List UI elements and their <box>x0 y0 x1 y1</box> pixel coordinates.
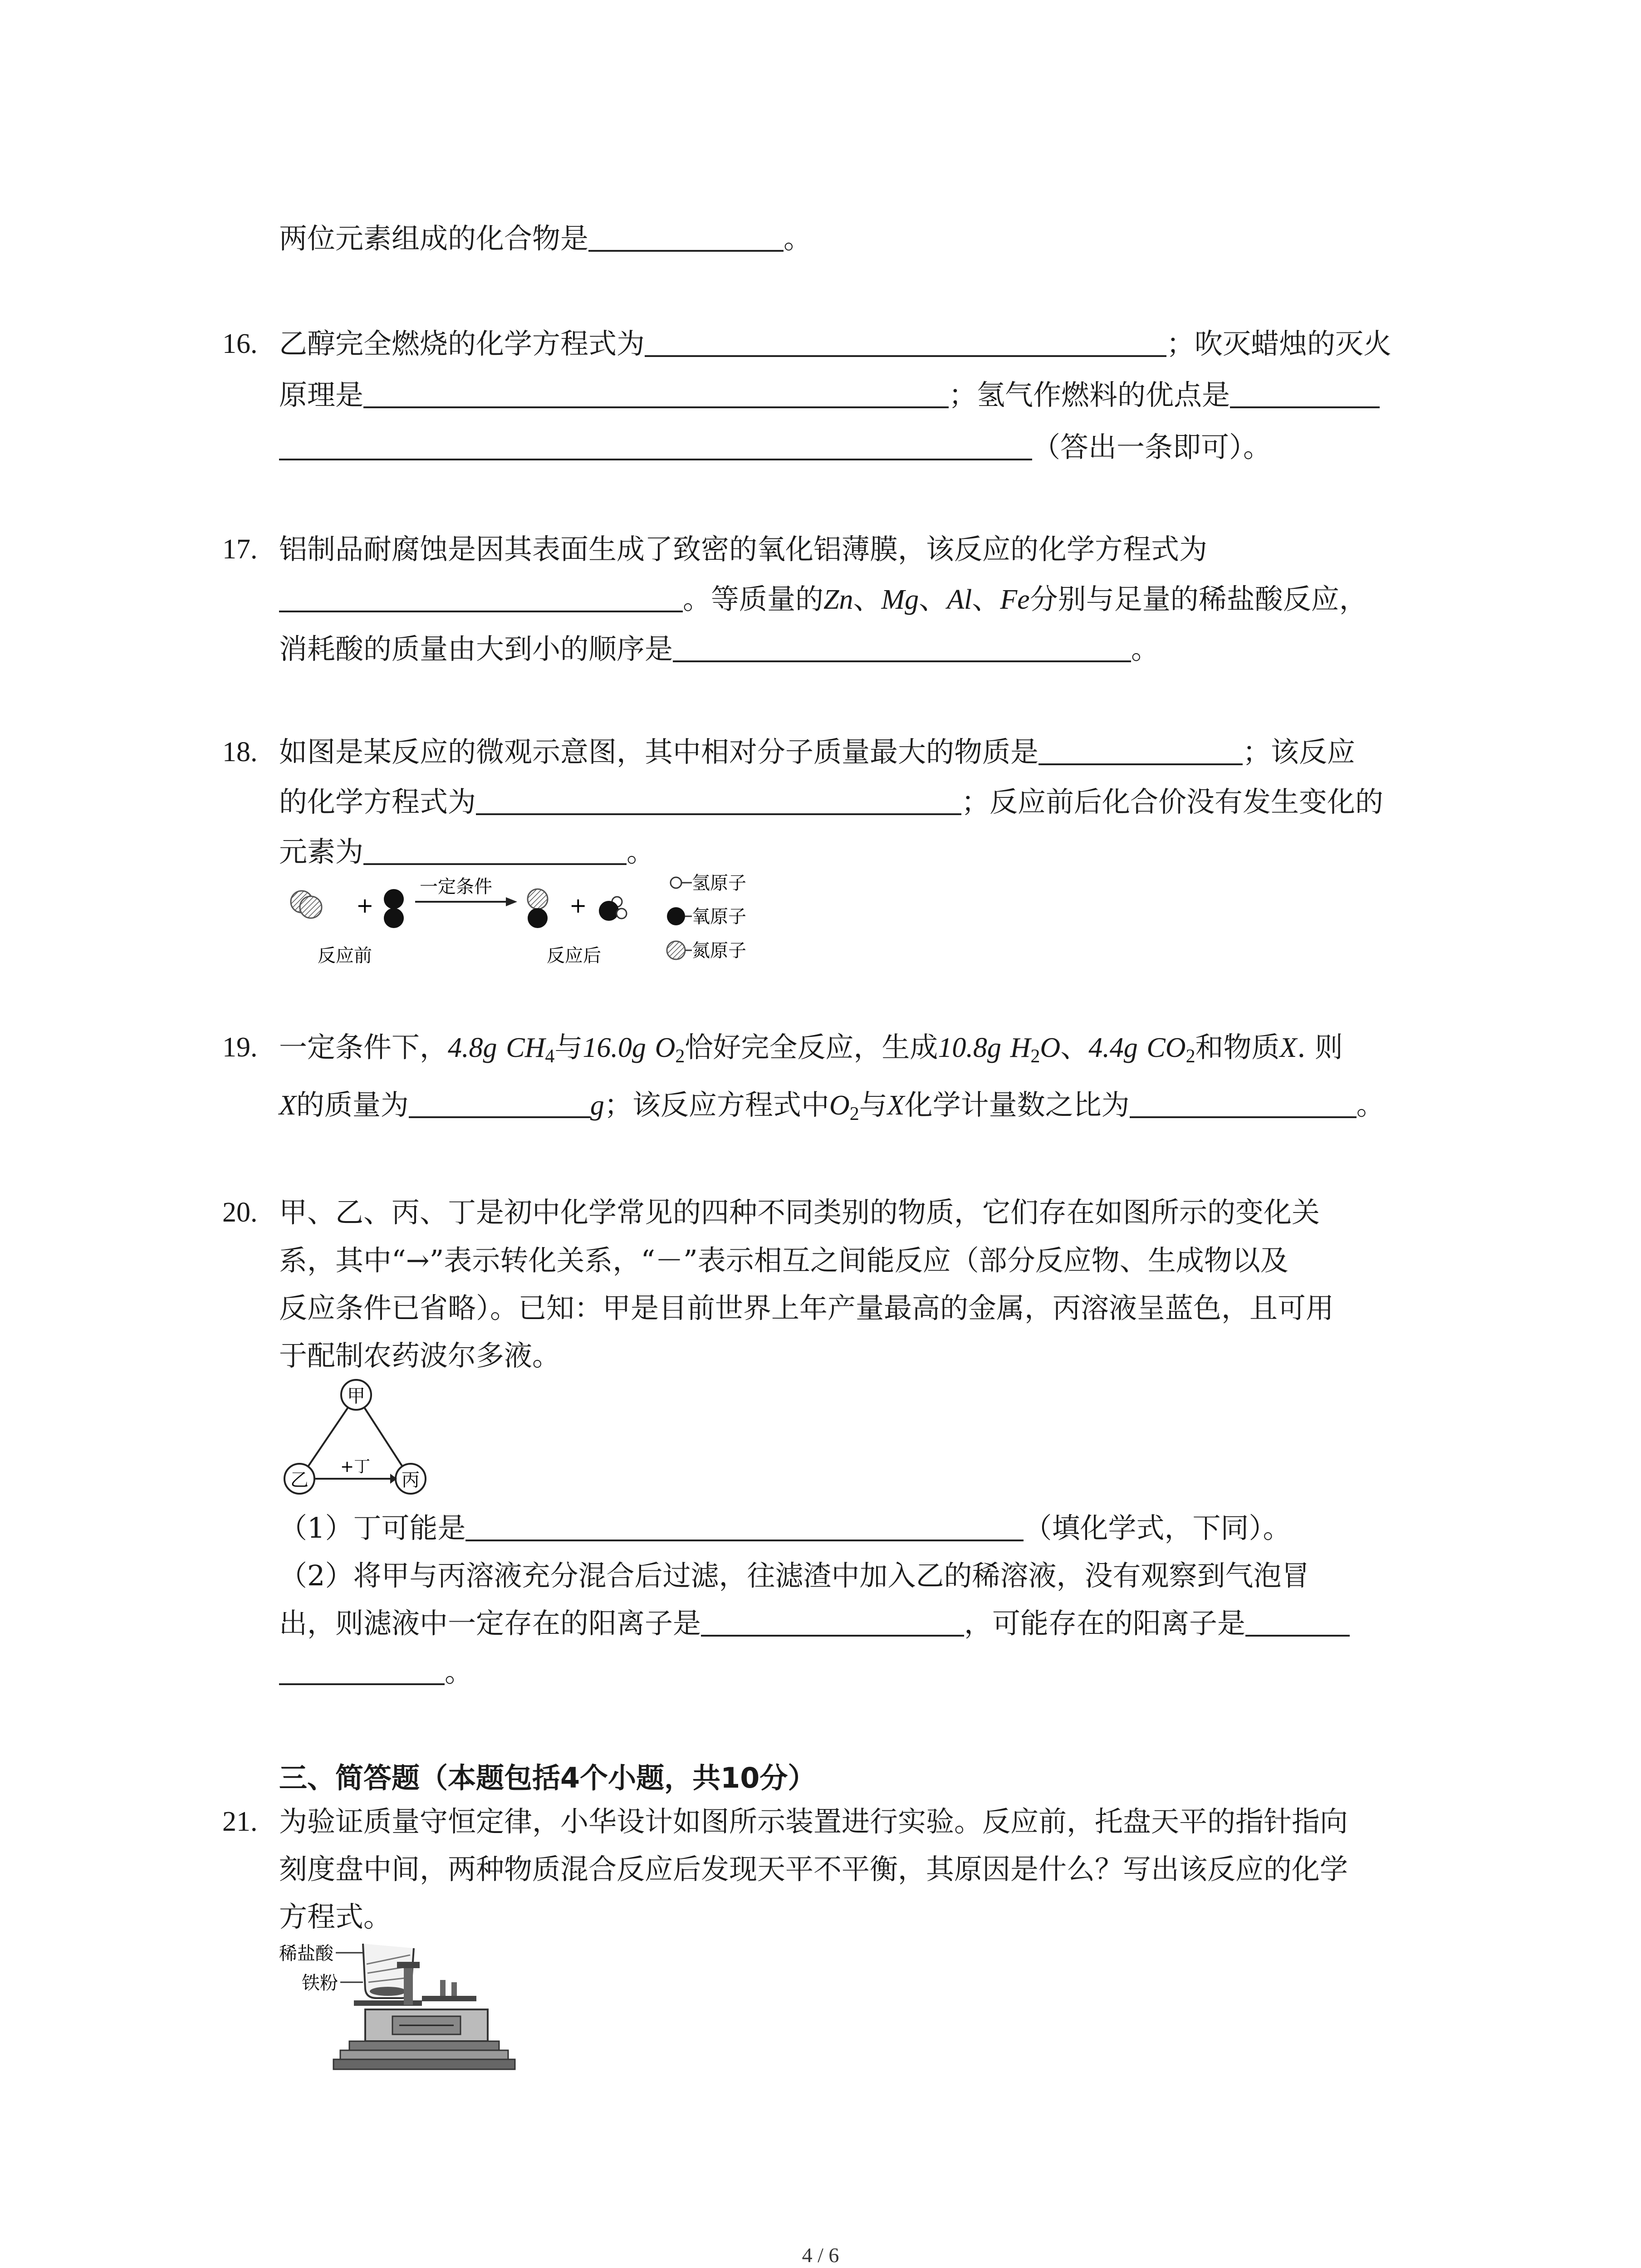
q17-sep: 、 <box>919 582 947 616</box>
q20-blank-1[interactable] <box>465 1514 1024 1541</box>
q19-x: X <box>279 1090 296 1121</box>
q20-line2: 系，其中“→”表示转化关系，“－”表示相互之间能反应（部分反应物、生成物以及 <box>279 1244 1288 1277</box>
q19-text: 一定条件下， <box>279 1031 448 1064</box>
q17-text: 消耗酸的质量由大到小的顺序是 <box>279 632 673 665</box>
q19-formula: O <box>1040 1032 1061 1063</box>
nitrogen-molecule-icon <box>291 891 322 918</box>
q19-x: X <box>1279 1032 1297 1063</box>
q18-blank-3[interactable] <box>363 838 627 865</box>
q19-mass: 4.4 <box>1088 1032 1124 1063</box>
q17-metal: Mg <box>881 584 919 615</box>
q20-line3: 反应条件已省略）。已知：甲是目前世界上年产量最高的金属，丙溶液呈蓝色，且可用 <box>279 1291 1334 1325</box>
q19-unit: g <box>590 1090 604 1121</box>
q18-text: ；该反应 <box>1243 735 1356 768</box>
q20-blank-3a[interactable] <box>1245 1609 1350 1637</box>
q18-blank-2[interactable] <box>476 788 961 815</box>
q17-text: 。 <box>1131 632 1160 665</box>
reaction-condition: 一定条件 <box>420 876 492 897</box>
legend-oxygen: 氧原子 <box>692 906 746 927</box>
q19-unit: g <box>987 1032 1001 1063</box>
q19-number: 19. <box>222 1032 258 1063</box>
arrow-head-icon <box>506 897 517 906</box>
q17-text: 。等质量的 <box>683 582 824 616</box>
q20-text: （填化学式，下同）。 <box>1024 1511 1291 1545</box>
q17-sep: 、 <box>972 582 1000 616</box>
arrow-label: +丁 <box>340 1457 371 1476</box>
q16-text: ；氢气作燃料的优点是 <box>949 378 1230 411</box>
q16-number: 16. <box>222 328 258 359</box>
q18-text: 如图是某反应的微观示意图，其中相对分子质量最大的物质是 <box>279 735 1039 768</box>
q19-formula: CH <box>506 1032 545 1063</box>
q18-text: 。 <box>627 835 655 868</box>
q20-blank-2[interactable] <box>701 1609 964 1637</box>
q19-formula: O <box>829 1090 850 1121</box>
q19-subscript: 2 <box>1030 1046 1040 1067</box>
q16-line2 <box>279 378 1380 411</box>
q15-text: 两位元素组成的化合物是 <box>279 222 589 255</box>
q20-part2-line2 <box>279 1607 1350 1640</box>
q19-text: 恰好完全反应，生成 <box>685 1031 938 1064</box>
q17-line1: 铝制品耐腐蚀是因其表面生成了致密的氧化铝薄膜，该反应的化学方程式为 <box>279 533 1208 566</box>
nitric-oxide-molecule-icon <box>528 889 548 928</box>
q16-text: 原理是 <box>279 378 364 411</box>
q21-line3: 方程式。 <box>279 1900 392 1933</box>
q17-number: 17. <box>222 534 258 565</box>
q20-text: （1）丁可能是 <box>279 1511 466 1545</box>
q17-metal: Fe <box>1000 584 1030 615</box>
q16-blank-3b[interactable] <box>279 433 1032 460</box>
q19-subscript: 2 <box>675 1046 685 1067</box>
q17-text: 分别与足量的稀盐酸反应， <box>1029 582 1367 616</box>
q19-subscript: 2 <box>849 1104 859 1124</box>
label-iron-powder: 铁粉 <box>302 1973 338 1994</box>
q19-subscript: 4 <box>545 1046 555 1067</box>
q19-line2 <box>279 1088 1385 1124</box>
q20-part2-line3 <box>279 1655 473 1688</box>
q19-text: 、 <box>1060 1031 1089 1064</box>
q19-formula: H <box>1010 1032 1031 1063</box>
q19-line1 <box>279 1033 1343 1066</box>
q21-line2: 刻度盘中间，两种物质混合反应后发现天平不平衡，其原因是什么？写出该反应的化学 <box>279 1853 1348 1886</box>
plus-sign: + <box>356 893 374 918</box>
plus-sign: + <box>569 893 587 918</box>
q19-text: 与 <box>554 1031 583 1064</box>
legend <box>667 873 746 961</box>
q19-unit: g <box>1123 1032 1138 1063</box>
q19-text: 和物质 <box>1195 1031 1280 1064</box>
q19-x: X <box>887 1090 905 1121</box>
q20-text: 出，则滤液中一定存在的阳离子是 <box>279 1607 701 1640</box>
label-after: 反应后 <box>547 945 601 966</box>
q19-text: . 则 <box>1297 1031 1343 1064</box>
q17-metal: Zn <box>823 584 853 615</box>
q19-unit: g <box>483 1032 497 1063</box>
q20-text: 。 <box>445 1655 473 1688</box>
q20-line1: 甲、乙、丙、丁是初中化学常见的四种不同类别的物质，它们存在如图所示的变化关 <box>279 1196 1320 1229</box>
q18-text: ；反应前后化合价没有发生变化的 <box>961 785 1384 818</box>
q19-formula: O <box>655 1032 676 1063</box>
q16-text: ；吹灭蜡烛的灭火 <box>1166 327 1392 360</box>
q20-part1 <box>279 1511 1291 1545</box>
q17-sep: 、 <box>853 582 882 616</box>
q16-line1 <box>279 327 1392 360</box>
q18-text: 的化学方程式为 <box>279 785 476 818</box>
q19-blank-2[interactable] <box>1130 1091 1357 1118</box>
q18-reaction-diagram <box>272 871 780 980</box>
q20-line4: 于配制农药波尔多液。 <box>279 1339 561 1372</box>
legend-nitrogen: 氮原子 <box>692 940 746 961</box>
q18-line3 <box>279 835 655 868</box>
nitrogen-atom-icon <box>667 941 685 959</box>
q19-formula: CO <box>1146 1032 1186 1063</box>
oxygen-molecule-icon <box>384 889 404 928</box>
legend-hydrogen: 氢原子 <box>692 873 746 894</box>
hydrogen-atom-icon <box>671 877 681 888</box>
q18-line2 <box>279 785 1384 818</box>
q20-transformation-diagram <box>279 1377 433 1504</box>
q19-text: 与 <box>859 1088 887 1121</box>
q20-number: 20. <box>222 1197 258 1228</box>
q19-mass: 10.8 <box>938 1032 987 1063</box>
q20-part2-line1: （2）将甲与丙溶液充分混合后过滤，往滤渣中加入乙的稀溶液，没有观察到气泡冒 <box>279 1559 1310 1592</box>
water-molecule-icon <box>599 897 627 921</box>
q17-blank-2[interactable] <box>673 635 1131 662</box>
q18-number: 18. <box>222 737 258 767</box>
q16-blank-2[interactable] <box>363 381 949 408</box>
q21-balance-diagram <box>272 1937 526 2100</box>
page-number: 4 / 6 <box>802 2244 839 2267</box>
q15-blank[interactable] <box>588 225 784 252</box>
q20-blank-3b[interactable] <box>279 1658 445 1685</box>
node-yi-label: 乙 <box>290 1470 309 1491</box>
q18-line1 <box>279 735 1356 768</box>
oxygen-atom-icon <box>667 907 685 925</box>
q17-line2 <box>279 582 1367 616</box>
balance-scale-icon <box>333 1962 515 2069</box>
q16-blank-3a[interactable] <box>1230 381 1380 408</box>
label-before: 反应前 <box>318 945 372 966</box>
q18-blank-1[interactable] <box>1038 738 1243 765</box>
q20-text: ，可能存在的阳离子是 <box>964 1607 1246 1640</box>
q16-text: （答出一条即可）。 <box>1032 430 1272 464</box>
q19-text: ；该反应方程式中 <box>604 1088 829 1121</box>
node-bing-label: 丙 <box>402 1470 420 1491</box>
q21-number: 21. <box>222 1806 258 1837</box>
q18-text: 元素为 <box>279 835 364 868</box>
q16-line3 <box>279 430 1272 464</box>
q19-text: 的质量为 <box>296 1088 409 1121</box>
node-jia-label: 甲 <box>347 1386 365 1407</box>
q19-mass: 16.0 <box>583 1032 632 1063</box>
q16-text: 乙醇完全燃烧的化学方程式为 <box>279 327 645 360</box>
section-title: 三、简答题（本题包括4个小题，共10分） <box>279 1761 816 1794</box>
q15-line <box>279 222 812 255</box>
q19-unit: g <box>632 1032 646 1063</box>
q17-line3 <box>279 632 1160 665</box>
q19-text: 。 <box>1356 1088 1385 1121</box>
q17-blank-1[interactable] <box>279 585 683 612</box>
q19-subscript: 2 <box>1185 1046 1195 1067</box>
label-dilute-hcl: 稀盐酸 <box>279 1943 333 1964</box>
q15-end: 。 <box>784 222 812 255</box>
q19-text: 化学计量数之比为 <box>904 1088 1130 1121</box>
q17-metal: Al <box>947 584 972 615</box>
q19-mass: 4.8 <box>448 1032 483 1063</box>
q21-line1: 为验证质量守恒定律，小华设计如图所示装置进行实验。反应前，托盘天平的指针指向 <box>279 1805 1348 1838</box>
q19-blank-1[interactable] <box>409 1091 590 1118</box>
q16-blank-1[interactable] <box>645 330 1166 357</box>
